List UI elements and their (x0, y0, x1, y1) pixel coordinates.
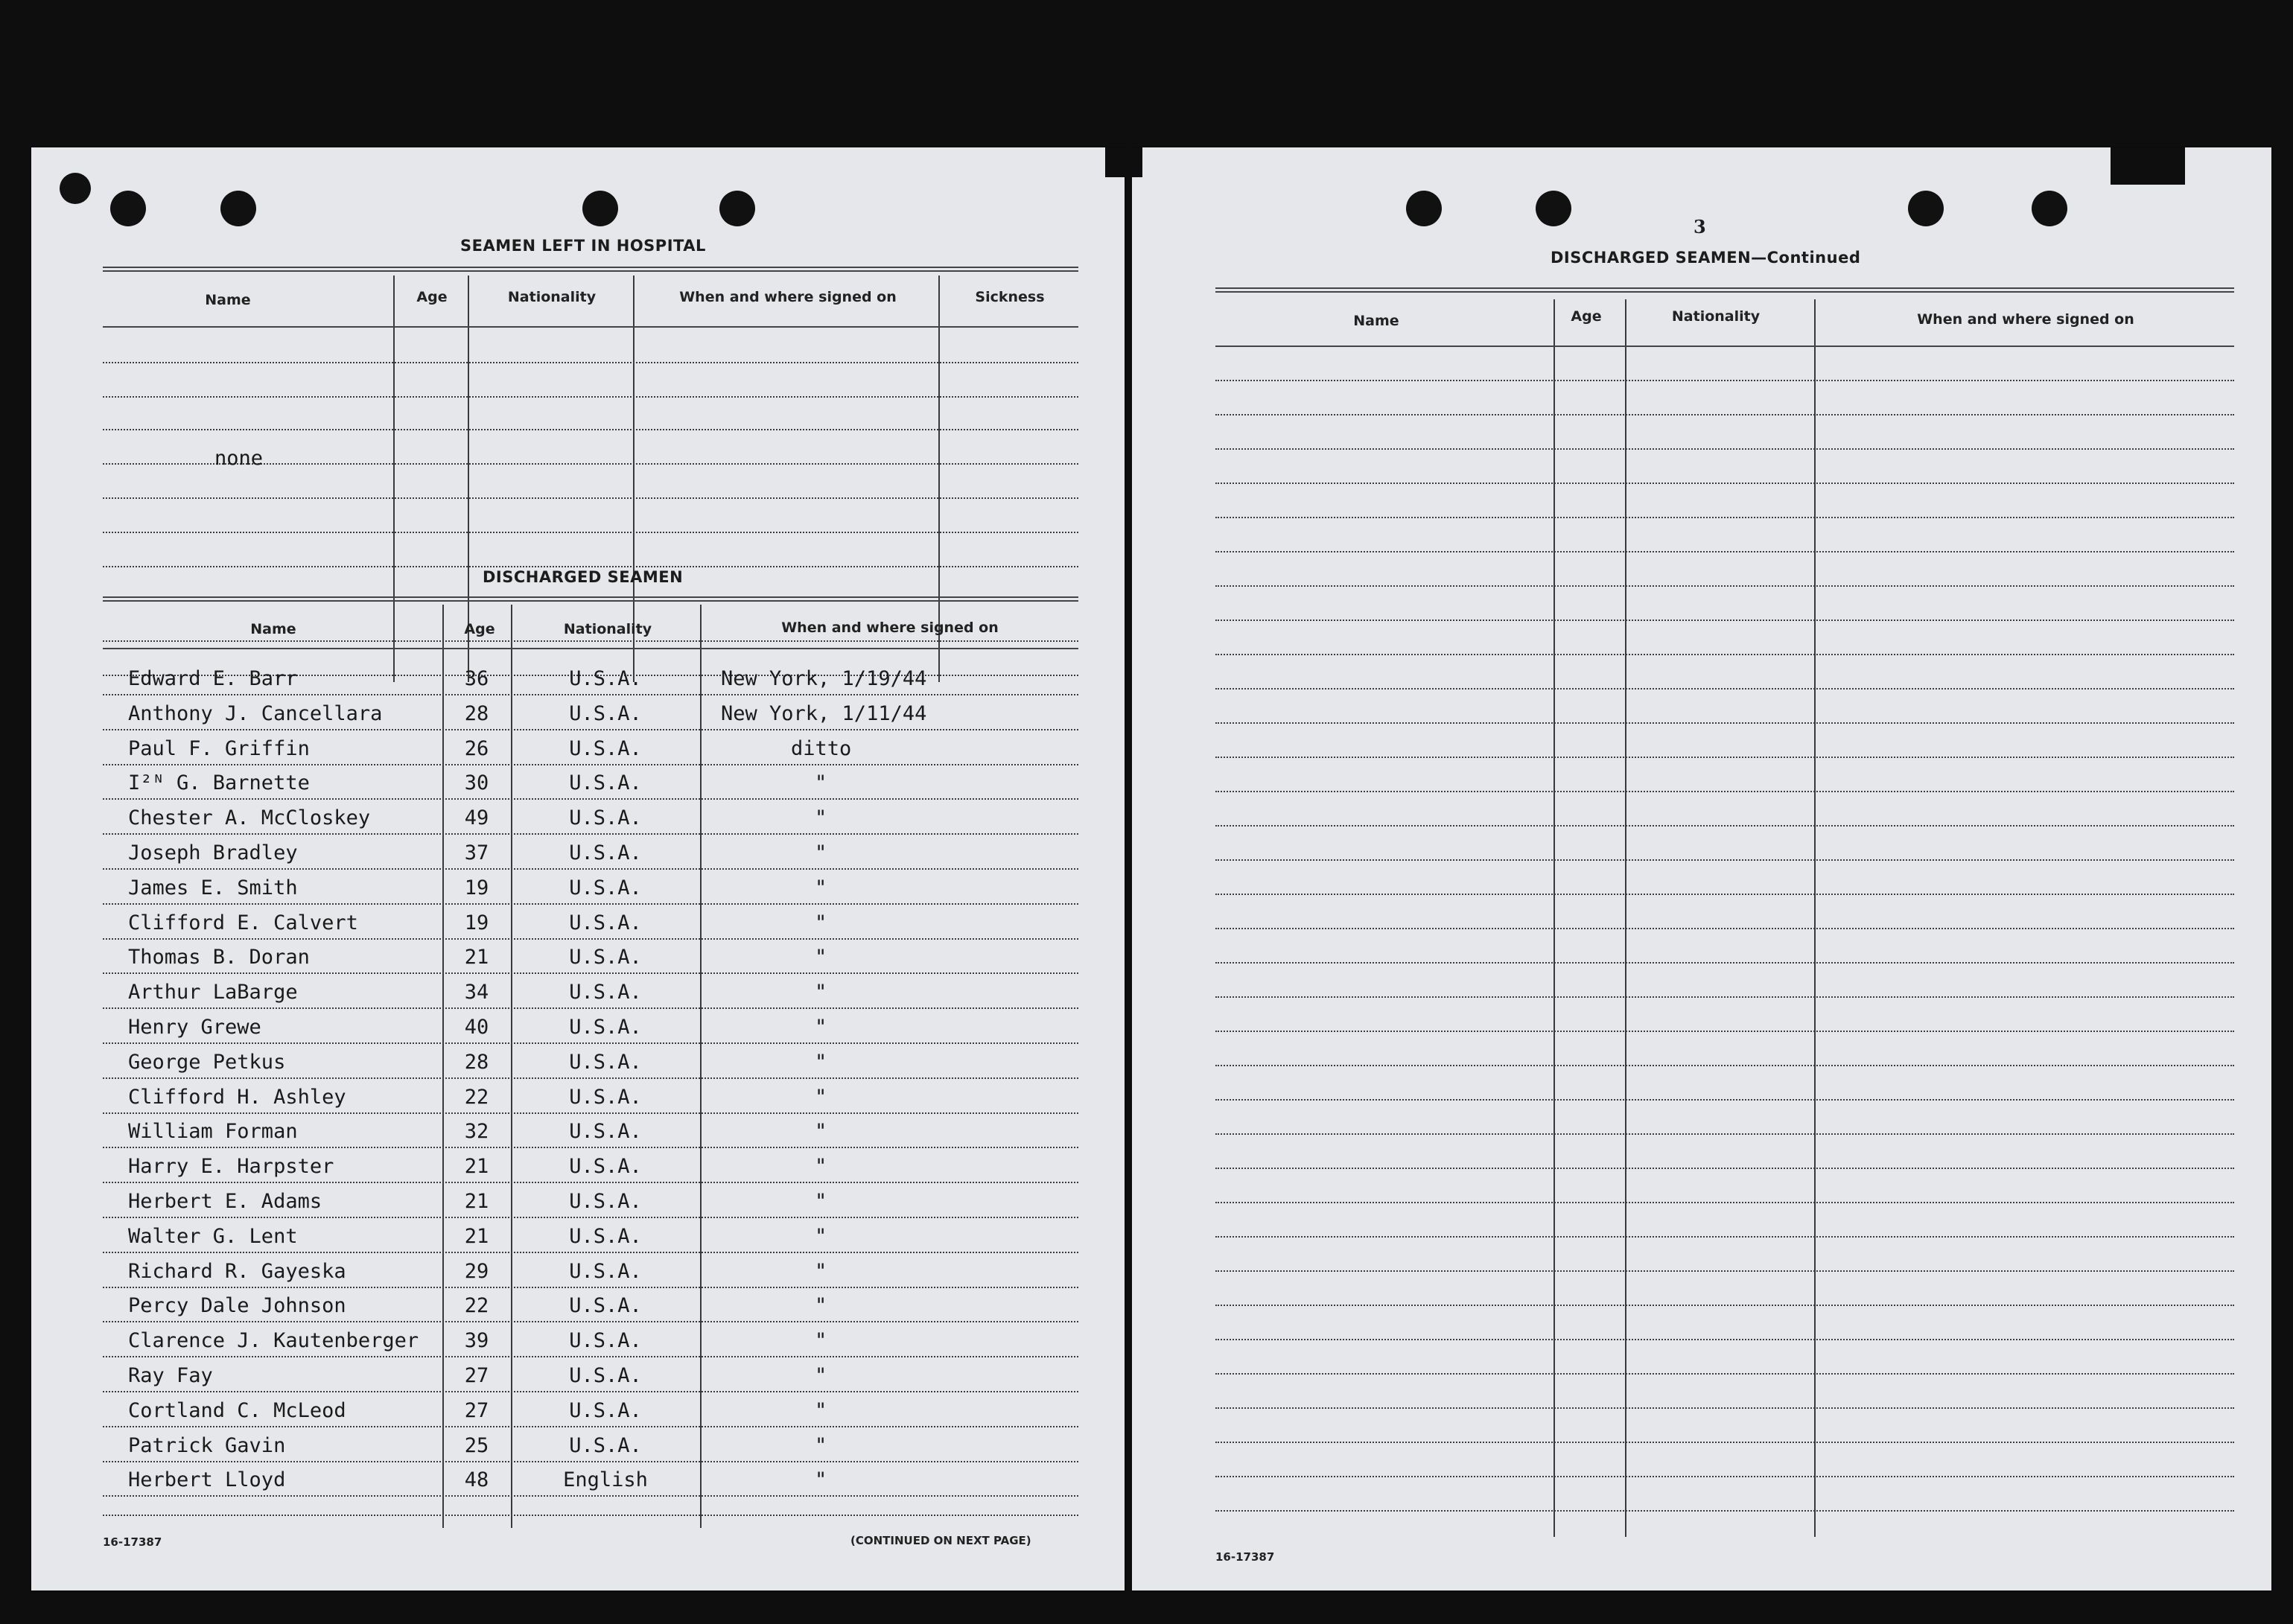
seaman-signed-on: " (815, 1399, 827, 1422)
col-header-nationality: Nationality (563, 621, 652, 637)
row-rule (103, 798, 1078, 800)
seaman-age: 27 (464, 1399, 489, 1422)
discharged-continued-title: DISCHARGED SEAMEN—Continued (1551, 249, 1861, 267)
row-rule (1215, 1305, 2234, 1306)
col-header-name: Name (1353, 313, 1399, 329)
row-rule (1215, 894, 2234, 895)
seaman-nationality: U.S.A. (569, 1155, 642, 1178)
seaman-age: 19 (464, 911, 489, 934)
column-rule (1814, 299, 1816, 1537)
punch-hole (110, 191, 146, 226)
col-header-nationality: Nationality (507, 289, 597, 305)
binding-tab (1105, 147, 1142, 177)
seaman-signed-on: New York, 1/19/44 (721, 667, 927, 690)
hospital-section-title: SEAMEN LEFT IN HOSPITAL (460, 237, 706, 255)
seaman-age: 21 (464, 1225, 489, 1248)
row-rule (103, 1495, 1078, 1497)
seaman-name: Walter G. Lent (128, 1225, 298, 1248)
row-rule (103, 833, 1078, 835)
seaman-nationality: U.S.A. (569, 1364, 642, 1387)
row-rule (1215, 996, 2234, 998)
seaman-name: Anthony J. Cancellara (128, 702, 383, 725)
seaman-signed-on: " (815, 946, 827, 969)
row-rule (1215, 1065, 2234, 1066)
row-rule (1215, 380, 2234, 381)
row-rule (103, 1147, 1078, 1148)
row-rule (103, 1426, 1078, 1427)
row-rule (103, 694, 1078, 695)
seaman-age: 32 (464, 1120, 489, 1143)
seaman-nationality: U.S.A. (569, 1086, 642, 1109)
row-rule (1215, 517, 2234, 518)
col-header-name: Name (205, 292, 251, 308)
row-rule (103, 1252, 1078, 1253)
punch-hole (1406, 191, 1442, 226)
row-rule (103, 566, 1078, 567)
seaman-name: Paul F. Griffin (128, 737, 310, 760)
seaman-nationality: U.S.A. (569, 1260, 642, 1283)
rule (103, 267, 1078, 272)
seaman-nationality: English (563, 1468, 648, 1491)
seaman-signed-on: " (815, 1260, 827, 1283)
row-rule (1215, 757, 2234, 758)
col-header-age: Age (1571, 308, 1602, 325)
row-rule (103, 429, 1078, 430)
row-rule (1215, 791, 2234, 792)
form-number: 16-17387 (103, 1535, 162, 1549)
row-rule (103, 1461, 1078, 1462)
seaman-nationality: U.S.A. (569, 876, 642, 899)
row-rule (103, 729, 1078, 730)
seaman-nationality: U.S.A. (569, 1016, 642, 1039)
seaman-age: 34 (464, 981, 489, 1004)
seaman-name: Chester A. McCloskey (128, 806, 371, 829)
seaman-name: I²ᴺ G. Barnette (128, 771, 310, 795)
seaman-age: 21 (464, 1155, 489, 1178)
seaman-name: Patrick Gavin (128, 1434, 286, 1457)
row-rule (1215, 1099, 2234, 1101)
seaman-signed-on: " (815, 1434, 827, 1457)
seaman-age: 28 (464, 702, 489, 725)
seaman-nationality: U.S.A. (569, 771, 642, 795)
row-rule (1215, 688, 2234, 690)
seaman-age: 27 (464, 1364, 489, 1387)
seaman-age: 49 (464, 806, 489, 829)
seaman-name: Henry Grewe (128, 1016, 261, 1039)
row-rule (1215, 1510, 2234, 1512)
continued-note: (CONTINUED ON NEXT PAGE) (850, 1534, 1031, 1547)
seaman-age: 22 (464, 1294, 489, 1317)
row-rule (103, 1007, 1078, 1009)
row-rule (103, 938, 1078, 940)
seaman-signed-on: " (815, 771, 827, 795)
column-rule (700, 605, 702, 1528)
left-page (31, 147, 1125, 1590)
row-rule (1215, 483, 2234, 484)
seaman-nationality: U.S.A. (569, 1190, 642, 1213)
col-header-age: Age (464, 621, 495, 637)
col-header-signed-on: When and where signed on (679, 289, 897, 305)
row-rule (103, 868, 1078, 870)
hospital-none-note: none (214, 447, 264, 470)
col-header-nationality: Nationality (1671, 308, 1761, 325)
seaman-nationality: U.S.A. (569, 981, 642, 1004)
col-header-name: Name (250, 621, 296, 637)
seaman-signed-on: " (815, 911, 827, 934)
punch-hole (582, 191, 618, 226)
seaman-name: Cortland C. McLeod (128, 1399, 346, 1422)
seaman-age: 40 (464, 1016, 489, 1039)
seaman-name: James E. Smith (128, 876, 298, 899)
col-header-signed-on: When and where signed on (781, 620, 999, 636)
seaman-signed-on: " (815, 806, 827, 829)
seaman-age: 36 (464, 667, 489, 690)
seaman-signed-on: " (815, 876, 827, 899)
punch-hole (719, 191, 755, 226)
seaman-signed-on: " (815, 1016, 827, 1039)
seaman-name: George Petkus (128, 1051, 286, 1074)
seaman-name: Arthur LaBarge (128, 981, 298, 1004)
seaman-signed-on: " (815, 1468, 827, 1491)
row-rule (103, 532, 1078, 533)
seaman-age: 39 (464, 1329, 489, 1352)
seaman-nationality: U.S.A. (569, 911, 642, 934)
seaman-name: Clifford E. Calvert (128, 911, 358, 934)
seaman-signed-on: " (815, 1329, 827, 1352)
row-rule (1215, 551, 2234, 553)
seaman-nationality: U.S.A. (569, 806, 642, 829)
row-rule (103, 640, 1078, 642)
row-rule (1215, 1202, 2234, 1203)
row-rule (1215, 620, 2234, 621)
seaman-age: 48 (464, 1468, 489, 1491)
seaman-signed-on: " (815, 1190, 827, 1213)
seaman-name: Joseph Bradley (128, 841, 298, 864)
header-rule (1215, 346, 2234, 347)
seaman-signed-on: ditto (791, 737, 852, 760)
seaman-nationality: U.S.A. (569, 1225, 642, 1248)
seaman-signed-on: " (815, 1225, 827, 1248)
seaman-age: 37 (464, 841, 489, 864)
seaman-name: Thomas B. Doran (128, 946, 310, 969)
row-rule (1215, 448, 2234, 450)
seaman-age: 21 (464, 1190, 489, 1213)
row-rule (1215, 1270, 2234, 1272)
row-rule (103, 1287, 1078, 1288)
form-number: 16-17387 (1215, 1550, 1275, 1564)
header-rule (103, 326, 1078, 328)
seaman-nationality: U.S.A. (569, 1434, 642, 1457)
row-rule (103, 1391, 1078, 1392)
seaman-age: 22 (464, 1086, 489, 1109)
seaman-name: Ray Fay (128, 1364, 213, 1387)
row-rule (103, 1515, 1078, 1516)
seaman-nationality: U.S.A. (569, 1294, 642, 1317)
column-rule (1625, 299, 1626, 1537)
seaman-signed-on: New York, 1/11/44 (721, 702, 927, 725)
header-rule (103, 648, 1078, 649)
seaman-age: 26 (464, 737, 489, 760)
seaman-signed-on: " (815, 1051, 827, 1074)
seaman-name: Richard R. Gayeska (128, 1260, 346, 1283)
seaman-age: 30 (464, 771, 489, 795)
row-rule (1215, 825, 2234, 827)
seaman-name: Clarence J. Kautenberger (128, 1329, 419, 1352)
row-rule (103, 764, 1078, 765)
row-rule (1215, 585, 2234, 587)
col-header-sickness: Sickness (975, 289, 1045, 305)
seaman-name: Harry E. Harpster (128, 1155, 334, 1178)
punch-hole (220, 191, 256, 226)
row-rule (1215, 1031, 2234, 1032)
row-rule (103, 1042, 1078, 1044)
row-rule (103, 972, 1078, 974)
punch-hole (1908, 191, 1944, 226)
row-rule (1215, 722, 2234, 724)
row-rule (1215, 1373, 2234, 1375)
row-rule (1215, 1133, 2234, 1135)
seaman-nationality: U.S.A. (569, 1399, 642, 1422)
row-rule (103, 1356, 1078, 1357)
seaman-age: 28 (464, 1051, 489, 1074)
row-rule (1215, 414, 2234, 415)
seaman-nationality: U.S.A. (569, 1051, 642, 1074)
row-rule (1215, 1236, 2234, 1238)
seaman-signed-on: " (815, 1155, 827, 1178)
row-rule (103, 903, 1078, 905)
seaman-nationality: U.S.A. (569, 946, 642, 969)
row-rule (1215, 1339, 2234, 1340)
seaman-signed-on: " (815, 1294, 827, 1317)
row-rule (1215, 1442, 2234, 1443)
seaman-name: Clifford H. Ashley (128, 1086, 346, 1109)
seaman-age: 25 (464, 1434, 489, 1457)
rule (103, 596, 1078, 602)
seaman-nationality: U.S.A. (569, 841, 642, 864)
seaman-name: Edward E. Barr (128, 667, 298, 690)
ink-stain (60, 173, 91, 204)
discharged-section-title: DISCHARGED SEAMEN (483, 568, 684, 586)
row-rule (1215, 962, 2234, 964)
col-header-signed-on: When and where signed on (1917, 311, 2134, 328)
seaman-signed-on: " (815, 981, 827, 1004)
row-rule (103, 1217, 1078, 1218)
row-rule (103, 396, 1078, 398)
seaman-age: 21 (464, 946, 489, 969)
row-rule (103, 1077, 1078, 1079)
punch-hole (2032, 191, 2067, 226)
seaman-signed-on: " (815, 1364, 827, 1387)
row-rule (103, 362, 1078, 363)
seaman-signed-on: " (815, 841, 827, 864)
row-rule (1215, 1476, 2234, 1477)
binding-tab (2111, 147, 2185, 185)
seaman-age: 19 (464, 876, 489, 899)
seaman-name: Herbert E. Adams (128, 1190, 322, 1213)
punch-hole (1536, 191, 1571, 226)
row-rule (103, 1321, 1078, 1322)
row-rule (1215, 1168, 2234, 1169)
seaman-name: Herbert Lloyd (128, 1468, 286, 1491)
row-rule (1215, 1407, 2234, 1409)
row-rule (1215, 654, 2234, 655)
seaman-nationality: U.S.A. (569, 667, 642, 690)
seaman-name: Percy Dale Johnson (128, 1294, 346, 1317)
page-number: 3 (1693, 216, 1706, 238)
row-rule (1215, 859, 2234, 861)
right-page (1132, 147, 2271, 1590)
seaman-signed-on: " (815, 1120, 827, 1143)
col-header-age: Age (416, 289, 448, 305)
seaman-name: William Forman (128, 1120, 298, 1143)
rule (1215, 287, 2234, 293)
seaman-nationality: U.S.A. (569, 737, 642, 760)
seaman-signed-on: " (815, 1086, 827, 1109)
column-rule (1553, 299, 1555, 1537)
seaman-age: 29 (464, 1260, 489, 1283)
row-rule (103, 1112, 1078, 1114)
row-rule (1215, 928, 2234, 929)
row-rule (103, 1182, 1078, 1183)
seaman-nationality: U.S.A. (569, 1120, 642, 1143)
seaman-nationality: U.S.A. (569, 1329, 642, 1352)
seaman-nationality: U.S.A. (569, 702, 642, 725)
row-rule (103, 497, 1078, 499)
